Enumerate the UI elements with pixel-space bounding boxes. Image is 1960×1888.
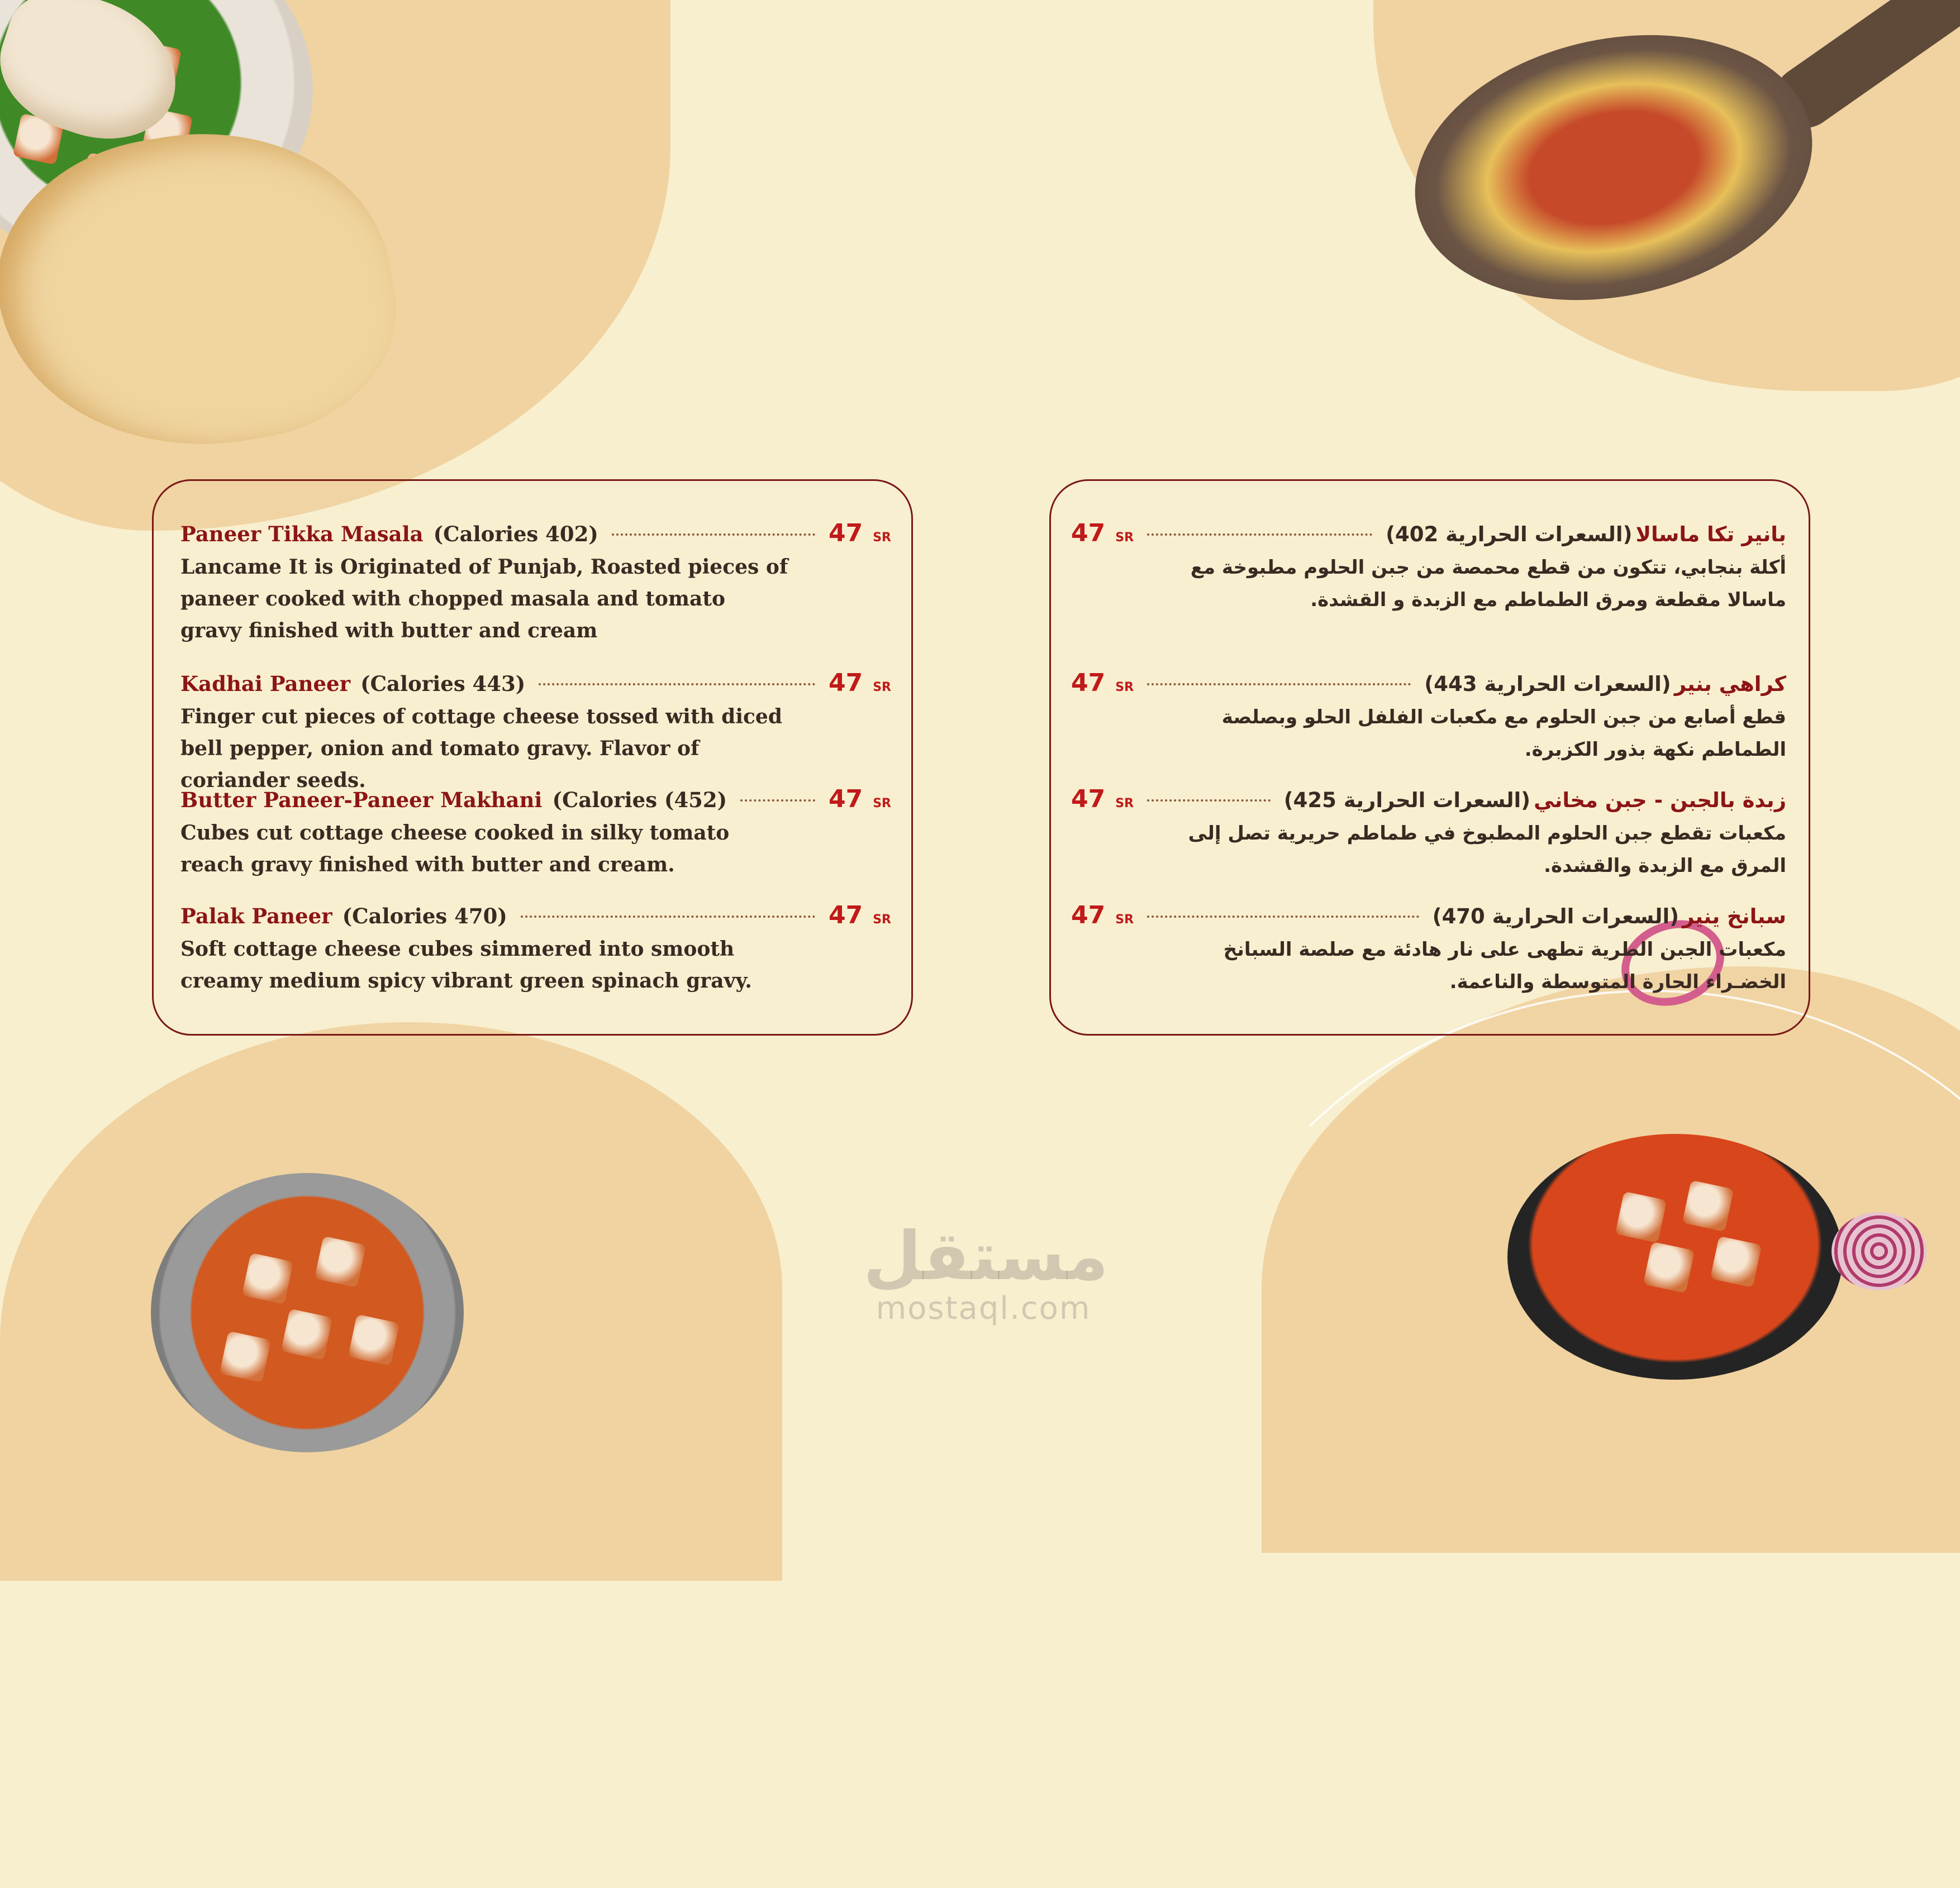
currency-label: SR — [873, 797, 891, 810]
dotted-leader — [740, 799, 815, 802]
item-calories: (السعرات الحرارية 425) — [1283, 788, 1531, 812]
menu-item[interactable] — [1071, 785, 1786, 882]
dotted-leader — [1147, 799, 1271, 802]
currency-label: SR — [873, 531, 891, 545]
menu-item[interactable] — [180, 519, 891, 647]
paneer-cube — [281, 1309, 333, 1361]
dotted-leader — [1147, 916, 1419, 918]
item-name: كراهي بنير — [1674, 672, 1786, 696]
paneer-cube — [315, 1236, 367, 1288]
english-menu-card — [152, 479, 913, 1036]
item-name: زبدة بالجبن - جبن مخاني — [1534, 788, 1786, 812]
menu-item[interactable] — [180, 901, 891, 997]
item-description: Lancame It is Originated of Punjab, Roasted pieces of paneer cooked with chopped masala and tomato gravy finished with butter and cream — [180, 555, 788, 642]
dotted-leader — [521, 916, 815, 918]
item-price: 47 — [1071, 669, 1106, 697]
paneer-cube — [220, 1331, 272, 1383]
item-name: Palak Paneer — [180, 904, 332, 928]
currency-label: SR — [873, 680, 891, 694]
currency-label: SR — [1115, 797, 1134, 810]
item-calories: (السعرات الحرارية 443) — [1424, 672, 1671, 696]
item-price: 47 — [828, 785, 863, 813]
item-price: 47 — [828, 669, 863, 697]
currency-label: SR — [1115, 531, 1134, 545]
currency-label: SR — [873, 913, 891, 927]
currency-label: SR — [1115, 680, 1134, 694]
item-name: سبانخ ينير — [1682, 904, 1786, 928]
dotted-leader — [1147, 683, 1411, 685]
item-description: قطع أصابع من جبن الحلوم مع مكعبات الفلفل الحلو وبصلصة الطماطم نكهة بذور الكزبرة. — [1221, 706, 1786, 761]
item-name: بانير تكا ماسالا — [1635, 522, 1786, 546]
item-name: Paneer Tikka Masala — [180, 522, 424, 546]
menu-item[interactable] — [180, 785, 891, 881]
dotted-leader — [1147, 533, 1372, 536]
paneer-cube — [348, 1314, 400, 1366]
kadhai-paneer-photo — [151, 1173, 464, 1452]
dotted-leader — [539, 683, 815, 685]
arabic-menu-card — [1049, 479, 1810, 1036]
menu-item[interactable] — [1071, 901, 1786, 998]
mostaql-watermark — [863, 1218, 1109, 1327]
decorative-curve-line — [1173, 990, 1960, 1888]
paneer-cube — [1615, 1191, 1667, 1243]
item-name: Kadhai Paneer — [180, 671, 351, 696]
dotted-leader — [612, 533, 815, 536]
item-price: 47 — [1071, 901, 1106, 929]
item-description: Cubes cut cottage cheese cooked in silky tomato reach gravy finished with butter and cream. — [180, 821, 730, 876]
item-price: 47 — [1071, 519, 1106, 547]
item-calories: (Calories (452) — [552, 788, 727, 812]
item-calories: (السعرات الحرارية 402) — [1386, 522, 1633, 546]
paneer-cube — [1643, 1242, 1695, 1294]
item-description: Soft cottage cheese cubes simmered into smooth creamy medium spicy vibrant green spinach gravy. — [180, 937, 752, 993]
item-calories: (السعرات الحرارية 470) — [1432, 904, 1680, 928]
paneer-cube — [1682, 1180, 1734, 1232]
item-price: 47 — [828, 519, 863, 547]
paneer-cube — [1710, 1236, 1762, 1288]
menu-item[interactable] — [1071, 669, 1786, 766]
butter-paneer-bowl-photo — [1507, 1134, 1843, 1380]
item-price: 47 — [1071, 785, 1106, 813]
item-calories: (Calories 402) — [433, 522, 598, 546]
watermark-latin: mostaql.com — [876, 1290, 1091, 1327]
item-calories: (Calories 443) — [360, 671, 526, 696]
item-description: أكلة بنجابي، تتكون من قطع محمصة من جبن الحلوم مطبوخة مع ماسالا مقطعة ومرق الطماطم مع الزبدة و القشدة. — [1190, 556, 1786, 611]
watermark-arabic: مستقل — [863, 1218, 1109, 1295]
onion-slices-photo — [1831, 1212, 1926, 1290]
item-price: 47 — [828, 901, 863, 929]
paneer-cube — [242, 1253, 294, 1305]
item-name: Butter Paneer-Paneer Makhani — [180, 788, 543, 812]
menu-item[interactable] — [180, 669, 891, 797]
menu-item[interactable] — [1071, 519, 1786, 616]
currency-label: SR — [1115, 913, 1134, 927]
item-description: مكعبات الجبن الطرية تطهى على نار هادئة مع صلصة السبانخ الخضـراء الحارة المتوسطة والناعمة. — [1223, 938, 1786, 993]
item-description: مكعبات تقطع جبن الحلوم المطبوخ في طماطم حريرية تصل إلى المرق مع الزبدة والقشدة. — [1188, 822, 1786, 877]
item-description: Finger cut pieces of cottage cheese tossed with diced bell pepper, onion and tomato gravy. Flavor of coriander seeds. — [180, 705, 783, 792]
item-calories: (Calories 470) — [342, 904, 507, 928]
